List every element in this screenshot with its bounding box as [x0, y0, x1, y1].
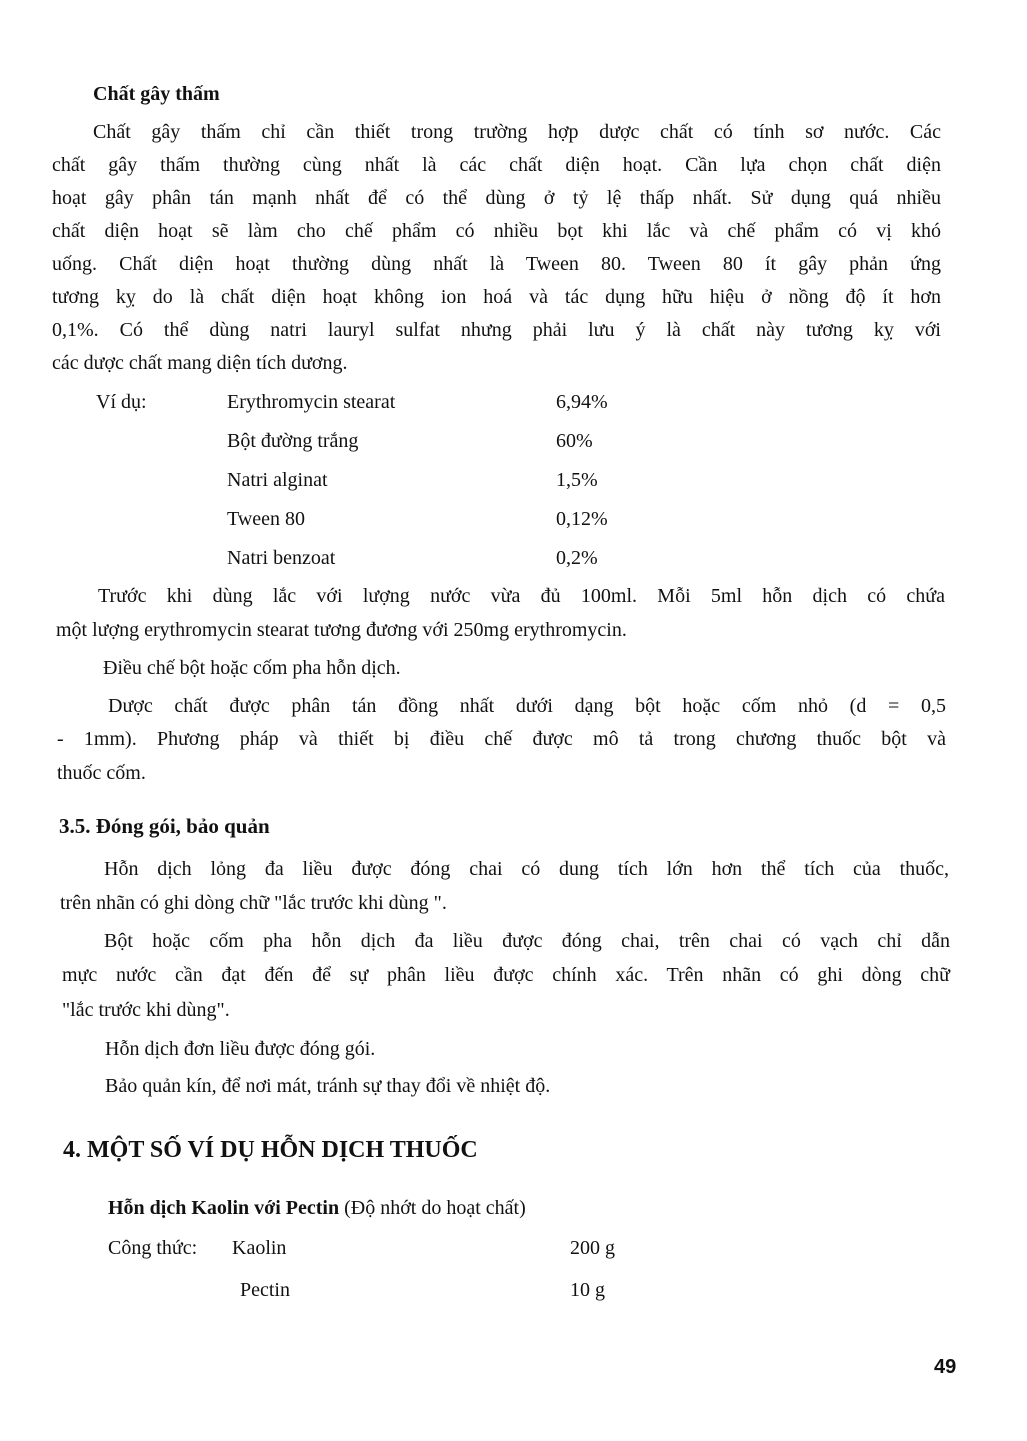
section35-line: trên nhãn có ghi dòng chữ "lắc trước khi dùng ". — [60, 892, 447, 914]
formula-label: Công thức: — [108, 1237, 198, 1259]
section-heading-chat-gay-tham: Chất gây thấm — [93, 83, 220, 105]
section-heading-4: 4. MỘT SỐ VÍ DỤ HỖN DỊCH THUỐC — [63, 1137, 478, 1163]
example-title — [108, 1192, 526, 1225]
para-line: tương kỵ do là chất diện hoạt không ion hoá và tác dụng hữu hiệu ở nồng độ ít hơn — [52, 286, 941, 308]
section35-line: "lắc trước khi dùng". — [62, 999, 230, 1021]
ingredient-value: 0,2% — [556, 547, 598, 569]
section35-line: Hỗn dịch đơn liều được đóng gói. — [105, 1038, 376, 1060]
section35-line: Bảo quản kín, để nơi mát, tránh sự thay đổi về nhiệt độ. — [105, 1075, 551, 1097]
para-line: hoạt gây phân tán mạnh nhất để có thể dùng ở tỷ lệ thấp nhất. Sử dụng quá nhiều — [52, 187, 941, 209]
section-heading-3-5: 3.5. Đóng gói, bảo quản — [59, 814, 270, 838]
ingredient-value: 60% — [556, 430, 593, 452]
para-line: Chất gây thấm chỉ cần thiết trong trường hợp dược chất có tính sơ nước. Các — [93, 121, 941, 143]
example-label: Ví dụ: — [96, 391, 147, 413]
section35-line: Bột hoặc cốm pha hỗn dịch đa liều được đóng chai, trên chai có vạch chỉ dẫn — [104, 930, 950, 952]
prep-line: Dược chất được phân tán đồng nhất dưới dạng bột hoặc cốm nhỏ (d = 0,5 — [108, 695, 946, 717]
ingredient-name: Natri alginat — [227, 469, 328, 491]
ingredient-value: 0,12% — [556, 508, 608, 530]
prep-title: Điều chế bột hoặc cốm pha hỗn dịch. — [103, 657, 401, 679]
prep-line: thuốc cốm. — [57, 762, 146, 784]
para-line: 0,1%. Có thể dùng natri lauryl sulfat nhưng phải lưu ý là chất này tương kỵ với — [52, 319, 941, 341]
page-number: 49 — [934, 1356, 957, 1378]
para-line: chất diện hoạt sẽ làm cho chế phẩm có nhiều bọt khi lắc và chế phẩm có vị khó — [52, 220, 941, 242]
prep-line: - 1mm). Phương pháp và thiết bị điều chế được mô tả trong chương thuốc bột và — [57, 728, 946, 750]
section35-line: Hỗn dịch lỏng đa liều được đóng chai có dung tích lớn hơn thể tích của thuốc, — [104, 858, 949, 880]
ingredient-name: Natri benzoat — [227, 547, 336, 569]
instruction-line: một lượng erythromycin stearat tương đương với 250mg erythromycin. — [56, 619, 627, 641]
para-line: uống. Chất diện hoạt thường dùng nhất là Tween 80. Tween 80 ít gây phản ứng — [52, 253, 941, 275]
ingredient-value: 6,94% — [556, 391, 608, 413]
formula-item-value: 10 g — [570, 1279, 605, 1301]
formula-item-value: 200 g — [570, 1237, 615, 1259]
ingredient-name: Bột đường trắng — [227, 430, 359, 452]
para-line: chất gây thấm thường cùng nhất là các chất diện hoạt. Cần lựa chọn chất diện — [52, 154, 941, 176]
section35-line: mực nước cần đạt đến để sự phân liều được chính xác. Trên nhãn có ghi dòng chữ — [62, 964, 950, 986]
ingredient-name: Erythromycin stearat — [227, 391, 396, 413]
example-title-note: (Độ nhớt do hoạt chất) — [339, 1197, 526, 1219]
example-title-bold: Hỗn dịch Kaolin với Pectin — [108, 1197, 340, 1219]
para-line: các dược chất mang diện tích dương. — [52, 352, 348, 374]
ingredient-value: 1,5% — [556, 469, 598, 491]
formula-item-name: Kaolin — [232, 1237, 287, 1259]
ingredient-name: Tween 80 — [227, 508, 306, 530]
instruction-line: Trước khi dùng lắc với lượng nước vừa đủ 100ml. Mỗi 5ml hỗn dịch có chứa — [98, 585, 945, 607]
formula-item-name: Pectin — [240, 1279, 290, 1301]
